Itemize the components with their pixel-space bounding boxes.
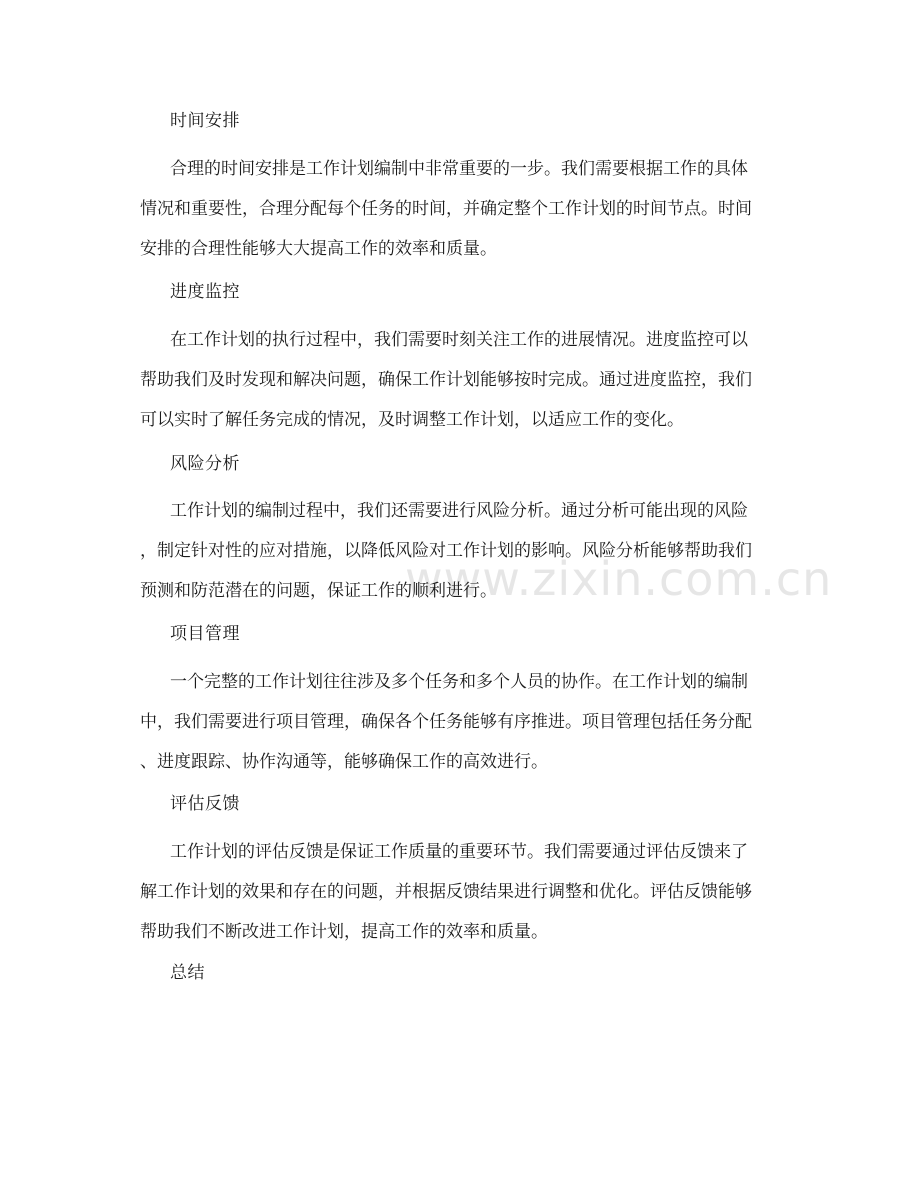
section-heading: 总结 — [170, 963, 205, 983]
paragraph-line: 合理的时间安排是工作计划编制中非常重要的一步。我们需要根据工作的具体 — [170, 159, 748, 179]
paragraph-line: 预测和防范潜在的问题，保证工作的顺利进行。 — [140, 581, 497, 601]
section-heading: 项目管理 — [170, 624, 240, 644]
paragraph-line: 中，我们需要进行项目管理，确保各个任务能够有序推进。项目管理包括任务分配 — [140, 712, 752, 732]
paragraph-line: 在工作计划的执行过程中，我们需要时刻关注工作的进展情况。进度监控可以 — [170, 330, 748, 350]
paragraph-line: 情况和重要性，合理分配每个任务的时间，并确定整个工作计划的时间节点。时间 — [140, 199, 752, 219]
watermark: www.zixin.com.cn — [405, 552, 833, 606]
paragraph-line: 、进度跟踪、协作沟通等，能够确保工作的高效进行。 — [140, 752, 548, 772]
section-paragraph — [140, 832, 780, 952]
section-heading: 评估反馈 — [170, 794, 240, 814]
paragraph-line: 帮助我们不断改进工作计划，提高工作的效率和质量。 — [140, 922, 548, 942]
paragraph-line: 帮助我们及时发现和解决问题，确保工作计划能够按时完成。通过进度监控，我们 — [140, 370, 752, 390]
section-paragraph — [140, 662, 780, 782]
section-paragraph — [140, 149, 780, 269]
paragraph-line: 一个完整的工作计划往往涉及多个任务和多个人员的协作。在工作计划的编制 — [170, 672, 748, 692]
paragraph-line: 解工作计划的效果和存在的问题，并根据反馈结果进行调整和优化。评估反馈能够 — [140, 882, 752, 902]
paragraph-line: 工作计划的编制过程中，我们还需要进行风险分析。通过分析可能出现的风险 — [170, 501, 748, 521]
section-paragraph — [140, 491, 780, 611]
paragraph-line: 可以实时了解任务完成的情况，及时调整工作计划，以适应工作的变化。 — [140, 410, 684, 430]
section-heading: 时间安排 — [170, 111, 240, 131]
section-paragraph — [140, 320, 780, 440]
section-heading: 进度监控 — [170, 282, 240, 302]
paragraph-line: ，制定针对性的应对措施，以降低风险对工作计划的影响。风险分析能够帮助我们 — [140, 541, 752, 561]
paragraph-line: 工作计划的评估反馈是保证工作质量的重要环节。我们需要通过评估反馈来了 — [170, 842, 748, 862]
section-heading: 风险分析 — [170, 454, 240, 474]
paragraph-line: 安排的合理性能够大大提高工作的效率和质量。 — [140, 239, 497, 259]
